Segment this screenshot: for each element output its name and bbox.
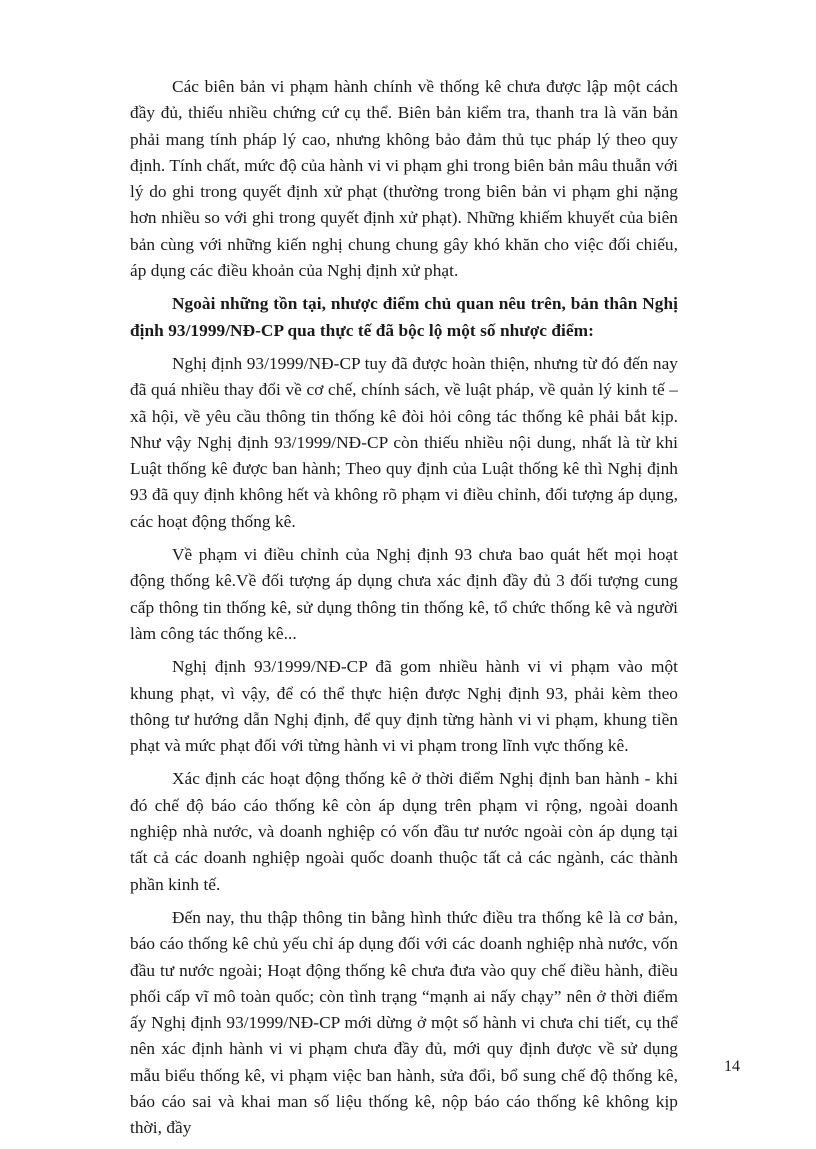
paragraph-4: Về phạm vi điều chỉnh của Nghị định 93 chưa bao quát hết mọi hoạt động thống kê.Về đối tượng áp dụng chưa xác định đầy đủ 3 đối tượng cung cấp thông tin thống kê, sử dụng thông tin thống kê, tổ chức thống kê và người làm công tác thống kê... [130, 545, 678, 643]
paragraph-3: Nghị định 93/1999/NĐ-CP tuy đã được hoàn thiện, nhưng từ đó đến nay đã quá nhiều thay đổi về cơ chế, chính sách, về luật pháp, về quản lý kinh tế – xã hội, về yêu cầu thông tin thống kê đòi hỏi công tác thống kê phải bắt kịp. Như vậy Nghị định 93/1999/NĐ-CP còn thiếu nhiều nội dung, nhất là từ khi Luật thống kê được ban hành; Theo quy định của Luật thống kê thì Nghị định 93 đã quy định không hết và không rõ phạm vi điều chỉnh, đối tượng áp dụng, các hoạt động thống kê. [130, 353, 678, 531]
paragraph-6: Xác định các hoạt động thống kê ở thời điểm Nghị định ban hành - khi đó chế độ báo cáo thống kê còn áp dụng trên phạm vi rộng, ngoài doanh nghiệp nhà nước, và doanh nghiệp có vốn đầu tư nước ngoài còn áp dụng tại tất cả các doanh nghiệp ngoài quốc doanh thuộc tất cả các ngành, các thành phần kinh tế. [130, 769, 678, 894]
paragraph-2-bold-heading: Ngoài những tồn tại, nhược điểm chủ quan nêu trên, bản thân Nghị định 93/1999/NĐ-CP qua thực tế đã bộc lộ một số nhược điểm: [130, 294, 678, 340]
document-body [130, 74, 678, 1149]
paragraph-7: Đến nay, thu thập thông tin bằng hình thức điều tra thống kê là cơ bản, báo cáo thống kê chủ yếu chỉ áp dụng đối với các doanh nghiệp nhà nước, vốn đầu tư nước ngoài; Hoạt động thống kê chưa đưa vào quy chế điều hành, điều phối cấp vĩ mô toàn quốc; còn tình trạng “mạnh ai nấy chạy” nên ở thời điểm ấy Nghị định 93/1999/NĐ-CP mới dừng ở một số hành vi chưa chi tiết, cụ thể nên xác định hành vi vi phạm chưa đầy đủ, mới quy định được về sử dụng mẫu biểu thống kê, vi phạm việc ban hành, sửa đổi, bổ sung chế độ thống kê, báo cáo sai và khai man số liệu thống kê, nộp báo cáo thống kê không kịp thời, đầy [130, 907, 678, 1138]
paragraph-1: Các biên bản vi phạm hành chính về thống kê chưa được lập một cách đầy đủ, thiếu nhiều chứng cứ cụ thể. Biên bản kiểm tra, thanh tra là văn bản phải mang tính pháp lý cao, nhưng không bảo đảm thủ tục pháp lý theo quy định. Tính chất, mức độ của hành vi vi phạm ghi trong biên bản mâu thuẫn với lý do ghi trong quyết định xử phạt (thường trong biên bản vi phạm ghi nặng hơn nhiều so với ghi trong quyết định xử phạt). Những khiếm khuyết của biên bản cùng với những kiến nghị chung chung gây khó khăn cho việc đối chiếu, áp dụng các điều khoản của Nghị định xử phạt. [130, 77, 678, 281]
paragraph-5: Nghị định 93/1999/NĐ-CP đã gom nhiều hành vi vi phạm vào một khung phạt, vì vậy, để có thể thực hiện được Nghị định 93, phải kèm theo thông tư hướng dẫn Nghị định, để quy định từng hành vi vi phạm, khung tiền phạt và mức phạt đối với từng hành vi vi phạm trong lĩnh vực thống kê. [130, 657, 678, 756]
page-number: 14 [724, 1058, 740, 1075]
